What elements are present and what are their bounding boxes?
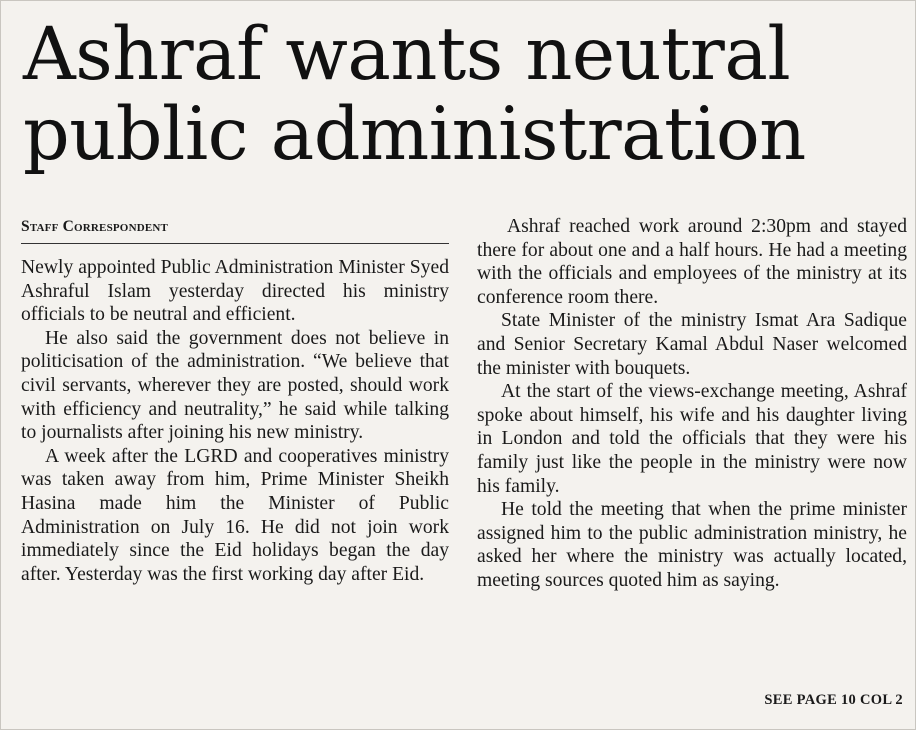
byline: Staff Correspondent xyxy=(21,215,449,244)
paragraph: A week after the LGRD and cooperatives ministry was taken away from him, Prime Minister Sheikh Hasina made him the Minister of Public Administration on July 16. He did not join work immediately since the Eid holidays began the day after. Yesterday was the first working day after Eid. xyxy=(21,445,449,585)
paragraph: He also said the government does not believe in politicisation of the administration. “We believe that civil servants, wherever they are posted, should work with efficiency and neutrality,” he said while talking to journalists after joining his new ministry. xyxy=(21,327,449,444)
paragraph: State Minister of the ministry Ismat Ara Sadique and Senior Secretary Kamal Abdul Naser welcomed the minister with bouquets. xyxy=(477,310,907,379)
article-column-left xyxy=(21,215,449,586)
continuation-jump-line: SEE PAGE 10 COL 2 xyxy=(764,692,903,708)
headline: Ashraf wants neutral public administration xyxy=(23,12,806,177)
paragraph: At the start of the views-exchange meeting, Ashraf spoke about himself, his wife and his daughter living in London and told the officials that they were his family just like the people in the ministry were now his family. xyxy=(477,381,907,497)
paragraph: He told the meeting that when the prime minister assigned him to the public administration ministry, he asked her where the ministry was actually located, meeting sources quoted him as saying. xyxy=(477,499,907,591)
paragraph: Newly appointed Public Administration Minister Syed Ashraful Islam yesterday directed his ministry officials to be neutral and efficient. xyxy=(21,257,449,326)
article-column-right xyxy=(477,215,907,593)
paragraph: Ashraf reached work around 2:30pm and stayed there for about one and a half hours. He had a meeting with the officials and employees of the ministry at its conference room there. xyxy=(477,216,907,308)
